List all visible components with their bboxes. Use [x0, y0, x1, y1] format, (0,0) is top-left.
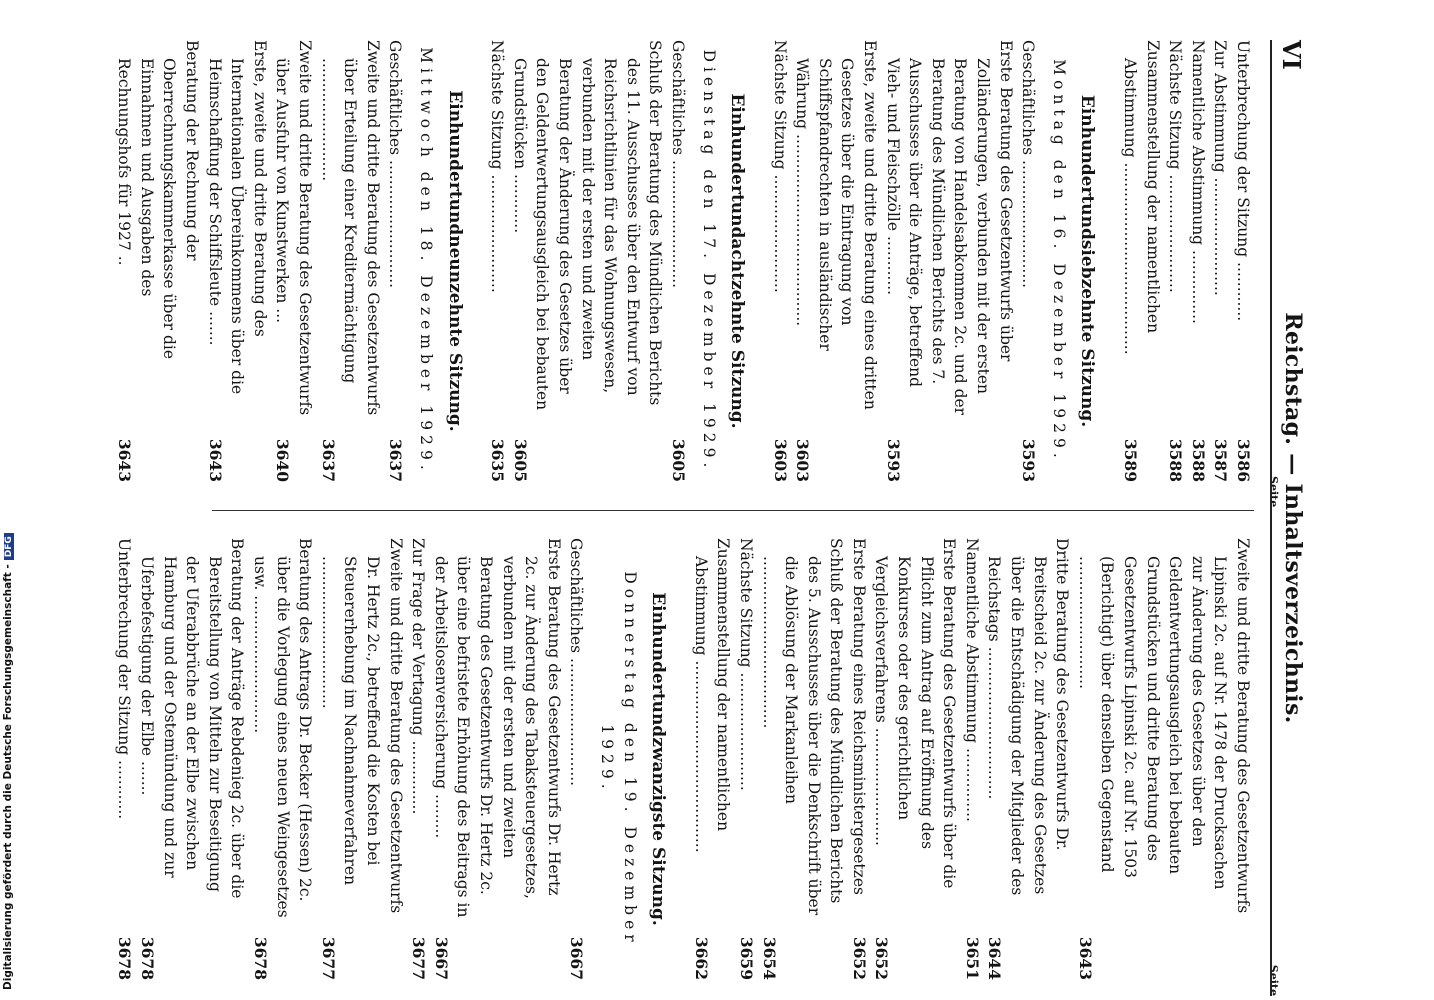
toc-entry [666, 40, 689, 482]
toc-entry-page: 3654 [759, 936, 779, 980]
toc-entry-page: 3593 [1019, 438, 1039, 482]
toc-entry [565, 538, 588, 980]
toc-entry-text: Zweite und dritte Beratung des Gesetzentwurfs über Erteilung einer Kreditermächtigung ......................... [318, 40, 382, 416]
toc-entry [768, 40, 791, 482]
toc-entry-page: 3652 [849, 936, 869, 980]
toc-entry-text: Beratung des Antrags Dr. Becker (Hessen) 2c. über die Vorlegung eines neuen Weingesetzes usw. ............................ [251, 538, 315, 918]
page-header [1266, 40, 1310, 996]
toc-entry [960, 538, 983, 980]
toc-entry-page: 3662 [691, 936, 711, 980]
toc-entry-page: 3643 [205, 438, 225, 482]
toc-entry-text: Erste Beratung des Gesetzentwurfs über die Pflicht zum Antrag auf Eröffnung des Konkurses oder des gerichtlichen Vergleichsverfahrens ........................ [872, 538, 959, 889]
toc-entry-page: 3667 [431, 936, 451, 980]
toc-entry [429, 538, 565, 980]
toc-entry-page: 3603 [793, 438, 813, 482]
toc-entry-page: 3587 [1211, 438, 1231, 482]
toc-entry-text: Geschäftliches .......................... [567, 538, 586, 787]
toc-entry-text: Erste Beratung des Gesetzentwurfs über Zolländerungen, verbunden mit der ersten Beratung von Handelsabkommen 2c. und der Beratung des Mündlichen Berichts des 7. Ausschusses über die Anträge, betreffend Vieh- und Fleischzölle ............ [883, 40, 1015, 416]
toc-entry-page: 3605 [668, 438, 688, 482]
toc-entry-page: 3651 [962, 936, 982, 980]
toc-entry-text: Erste, zweite und dritte Beratung des Internationalen Übereinkommens über die Heimschaffung der Schiffsleute ....... [205, 40, 269, 395]
toc-entry-page: 3677 [409, 936, 429, 980]
toc-entry-text: Erste Beratung eines Reichsministergesetzes [849, 538, 868, 895]
toc-entry [203, 40, 271, 482]
toc-entry [271, 40, 316, 482]
toc-entry [734, 538, 757, 980]
toc-entry-page: 3678 [251, 936, 271, 980]
toc-entry-page: 3659 [736, 936, 756, 980]
left-column [113, 40, 1254, 482]
toc-entry [113, 538, 136, 980]
session-date: Mittwoch den 18. Dezember 1929. [417, 47, 435, 475]
toc-entry [1073, 538, 1254, 980]
toc-entry-page: 3637 [386, 438, 406, 482]
section-heading: Einhundertundsiebzehnte Sitzung. [1077, 94, 1098, 428]
digitization-text: Digitalisierung gefördert durch die Deutsche Forschungsgemeinschaft - [2, 564, 14, 990]
toc-entry-text: Nächste Sitzung ........................ [1166, 40, 1185, 293]
toc-entry-page: 3603 [770, 438, 790, 482]
session-date: Montag den 16. Dezember 1929. [1049, 59, 1068, 463]
toc-entry [136, 538, 249, 980]
toc-entry-page: 3652 [872, 936, 892, 980]
toc-entry-text: Nächste Sitzung ........................ [770, 40, 789, 293]
column-divider [212, 510, 1254, 511]
toc-entry-page: 3678 [115, 936, 135, 980]
section-heading: Einhundertundzwanzigste Sitzung. [648, 592, 669, 926]
toc-entry-text: Zusammenstellung der namentlichen Abstimmung ....................................... [1121, 40, 1162, 355]
toc-entry-text: Schluß der Beratung des Mündlichen Berichts des 5. Ausschusses über die Denkschrift über die Ablösung der Markanleihen ................................... [759, 538, 846, 916]
toc-entry [791, 40, 881, 482]
toc-entry [757, 538, 847, 980]
toc-entry-text: Unterbrechung der Sitzung ............ [1234, 40, 1252, 322]
toc-entry-page: 3588 [1166, 438, 1186, 482]
toc-entry [689, 538, 734, 980]
toc-entry-page: 3667 [567, 936, 587, 980]
toc-entry-text: Geschäftliches .......................... [1019, 40, 1038, 289]
toc-entry-text: Zur Abstimmung ........................ [1211, 40, 1230, 296]
toc-entry-text: Geschäftliches .......................... [668, 40, 687, 289]
digitization-note [2, 0, 14, 990]
section-heading: Einhundertundneunzehnte Sitzung. [444, 90, 465, 432]
toc-entry [508, 40, 666, 482]
toc-entry-page: 3643 [115, 438, 135, 482]
toc-entry [316, 538, 406, 980]
toc-entry [1231, 40, 1254, 482]
session-date: Donnerstag den 19. Dezember 1929. [597, 571, 639, 947]
toc-entry-text: Zweite und dritte Beratung des Gesetzentwurfs über Ausfuhr von Kunstwerken ... [273, 40, 315, 416]
toc-entry-text: Zur Frage der Vertagung ............... [409, 538, 428, 815]
document-page [115, 40, 1310, 996]
toc-entry-text: Namentliche Abstimmung ............... [962, 538, 981, 822]
toc-entry-text: Erste Beratung des Gesetzentwurfs Dr. Hertz 2c. zur Änderung des Tabaksteuergesetzes, verbunden mit der ersten und zweiten Beratung des Gesetzentwurfs Dr. Hertz 2c. über eine befristete Erhöhung des Beitrags in der Arbeitslosenversicherung ......... [431, 538, 563, 918]
toc-entry [1186, 40, 1209, 482]
toc-entry-page: 3588 [1188, 438, 1208, 482]
seite-label-left: Seite [1267, 476, 1280, 508]
toc-entry [316, 40, 384, 482]
toc-entry-text: Zusammenstellung der namentlichen Abstimmung ....................................... [691, 538, 733, 853]
toc-entry [384, 40, 407, 482]
toc-entry-text: Nächste Sitzung ........................ [736, 538, 755, 791]
seite-label-right: Seite [1267, 964, 1280, 996]
toc-entry-text: Beratung der Anträge Rebdenieg 2c. über die Bereitstellung von Mitteln zur Beseitigung der Uferabbrüche an der Elbe zwischen Hamburg und der Ostemündung und zur Uferbefestigung der Elbe ....... [138, 538, 247, 899]
toc-entry-text: Schluß der Beratung des Mündlichen Berichts des 11. Ausschusses über den Entwurf von Reichsrichtlinien für das Wohnungswesen, verbunden mit der ersten und zweiten Beratung der Änderung des Gesetzes über den Geldentwertungsausgleich bei bebauten Grundstücken ............ [510, 40, 665, 411]
toc-entry-page: 3637 [318, 438, 338, 482]
toc-entry-page: 3678 [138, 936, 158, 980]
toc-entry [1118, 40, 1163, 482]
toc-entry [248, 538, 316, 980]
toc-entry [407, 538, 430, 980]
page-number: VI [1277, 40, 1306, 70]
right-column [113, 538, 1254, 980]
toc-entry-page: 3635 [488, 438, 508, 482]
toc-entry-text: Geschäftliches .......................... [386, 40, 405, 289]
toc-entry [486, 40, 509, 482]
toc-entry-page: 3643 [1075, 936, 1095, 980]
toc-entry [1017, 40, 1040, 482]
toc-entry [881, 40, 1017, 482]
toc-entry-page: 3589 [1121, 438, 1141, 482]
toc-entry [1164, 40, 1187, 482]
toc-entry [113, 40, 203, 482]
toc-entry-text: Erste, zweite und dritte Beratung eines dritten Gesetzes über die Eintragung von Schiffspfandrechten in ausländischer Währung ....................................... [793, 40, 880, 410]
toc-entry-text: Namentliche Abstimmung ............... [1188, 40, 1207, 324]
toc-entry [983, 538, 1073, 980]
section-heading: Einhundertundachtzehnte Sitzung. [727, 93, 748, 429]
toc-entry-text: Zweite und dritte Beratung des Gesetzentwurfs Lipinski 2c. auf Nr. 1478 der Drucksachen zur Änderung des Gesetzes über den Geldentwertungsausgleich bei bebauten Grundstücken und dritte Beratung des Gesetzentwurfs Lipinski 2c. auf Nr. 1503 (Berichtigt) über denselben Gegenstand ........................... [1075, 538, 1252, 914]
toc-entry-text: Dritte Beratung des Gesetzentwurfs Dr. Breitscheid 2c. zur Änderung des Gesetzes über die Entschädigung der Mitglieder des Reichstags ............................... [985, 538, 1072, 896]
toc-entry [847, 538, 870, 980]
toc-entry-page: 3644 [985, 936, 1005, 980]
dfg-logo: DFG [4, 533, 14, 560]
toc-entry-page: 3593 [883, 438, 903, 482]
toc-entry-text: Beratung der Rechnung der Oberrechnungskammerkasse über die Einnahmen und Ausgaben des Rechnungshofs für 1927 .. [115, 40, 202, 360]
header-rule [1270, 40, 1272, 996]
toc-entry-page: 3677 [318, 936, 338, 980]
toc-entry-page: 3586 [1234, 438, 1253, 482]
toc-entry-text: Zweite und dritte Beratung des Gesetzentwurfs Dr. Hertz 2c., betreffend die Kosten bei Steuererhebung im Nachnahmeverfahren ............................... [318, 538, 405, 914]
toc-entry-page: 3640 [273, 438, 293, 482]
session-date: Dienstag den 17. Dezember 1929. [699, 49, 718, 473]
toc-entry-page: 3605 [510, 438, 530, 482]
toc-entry-text: Unterbrechung der Sitzung ............ [115, 538, 134, 820]
toc-entry [1209, 40, 1232, 482]
toc-entry-text: Nächste Sitzung ........................ [488, 40, 507, 293]
page-title: Reichstag. — Inhaltsverzeichnis. [1280, 312, 1306, 724]
toc-entry [870, 538, 960, 980]
